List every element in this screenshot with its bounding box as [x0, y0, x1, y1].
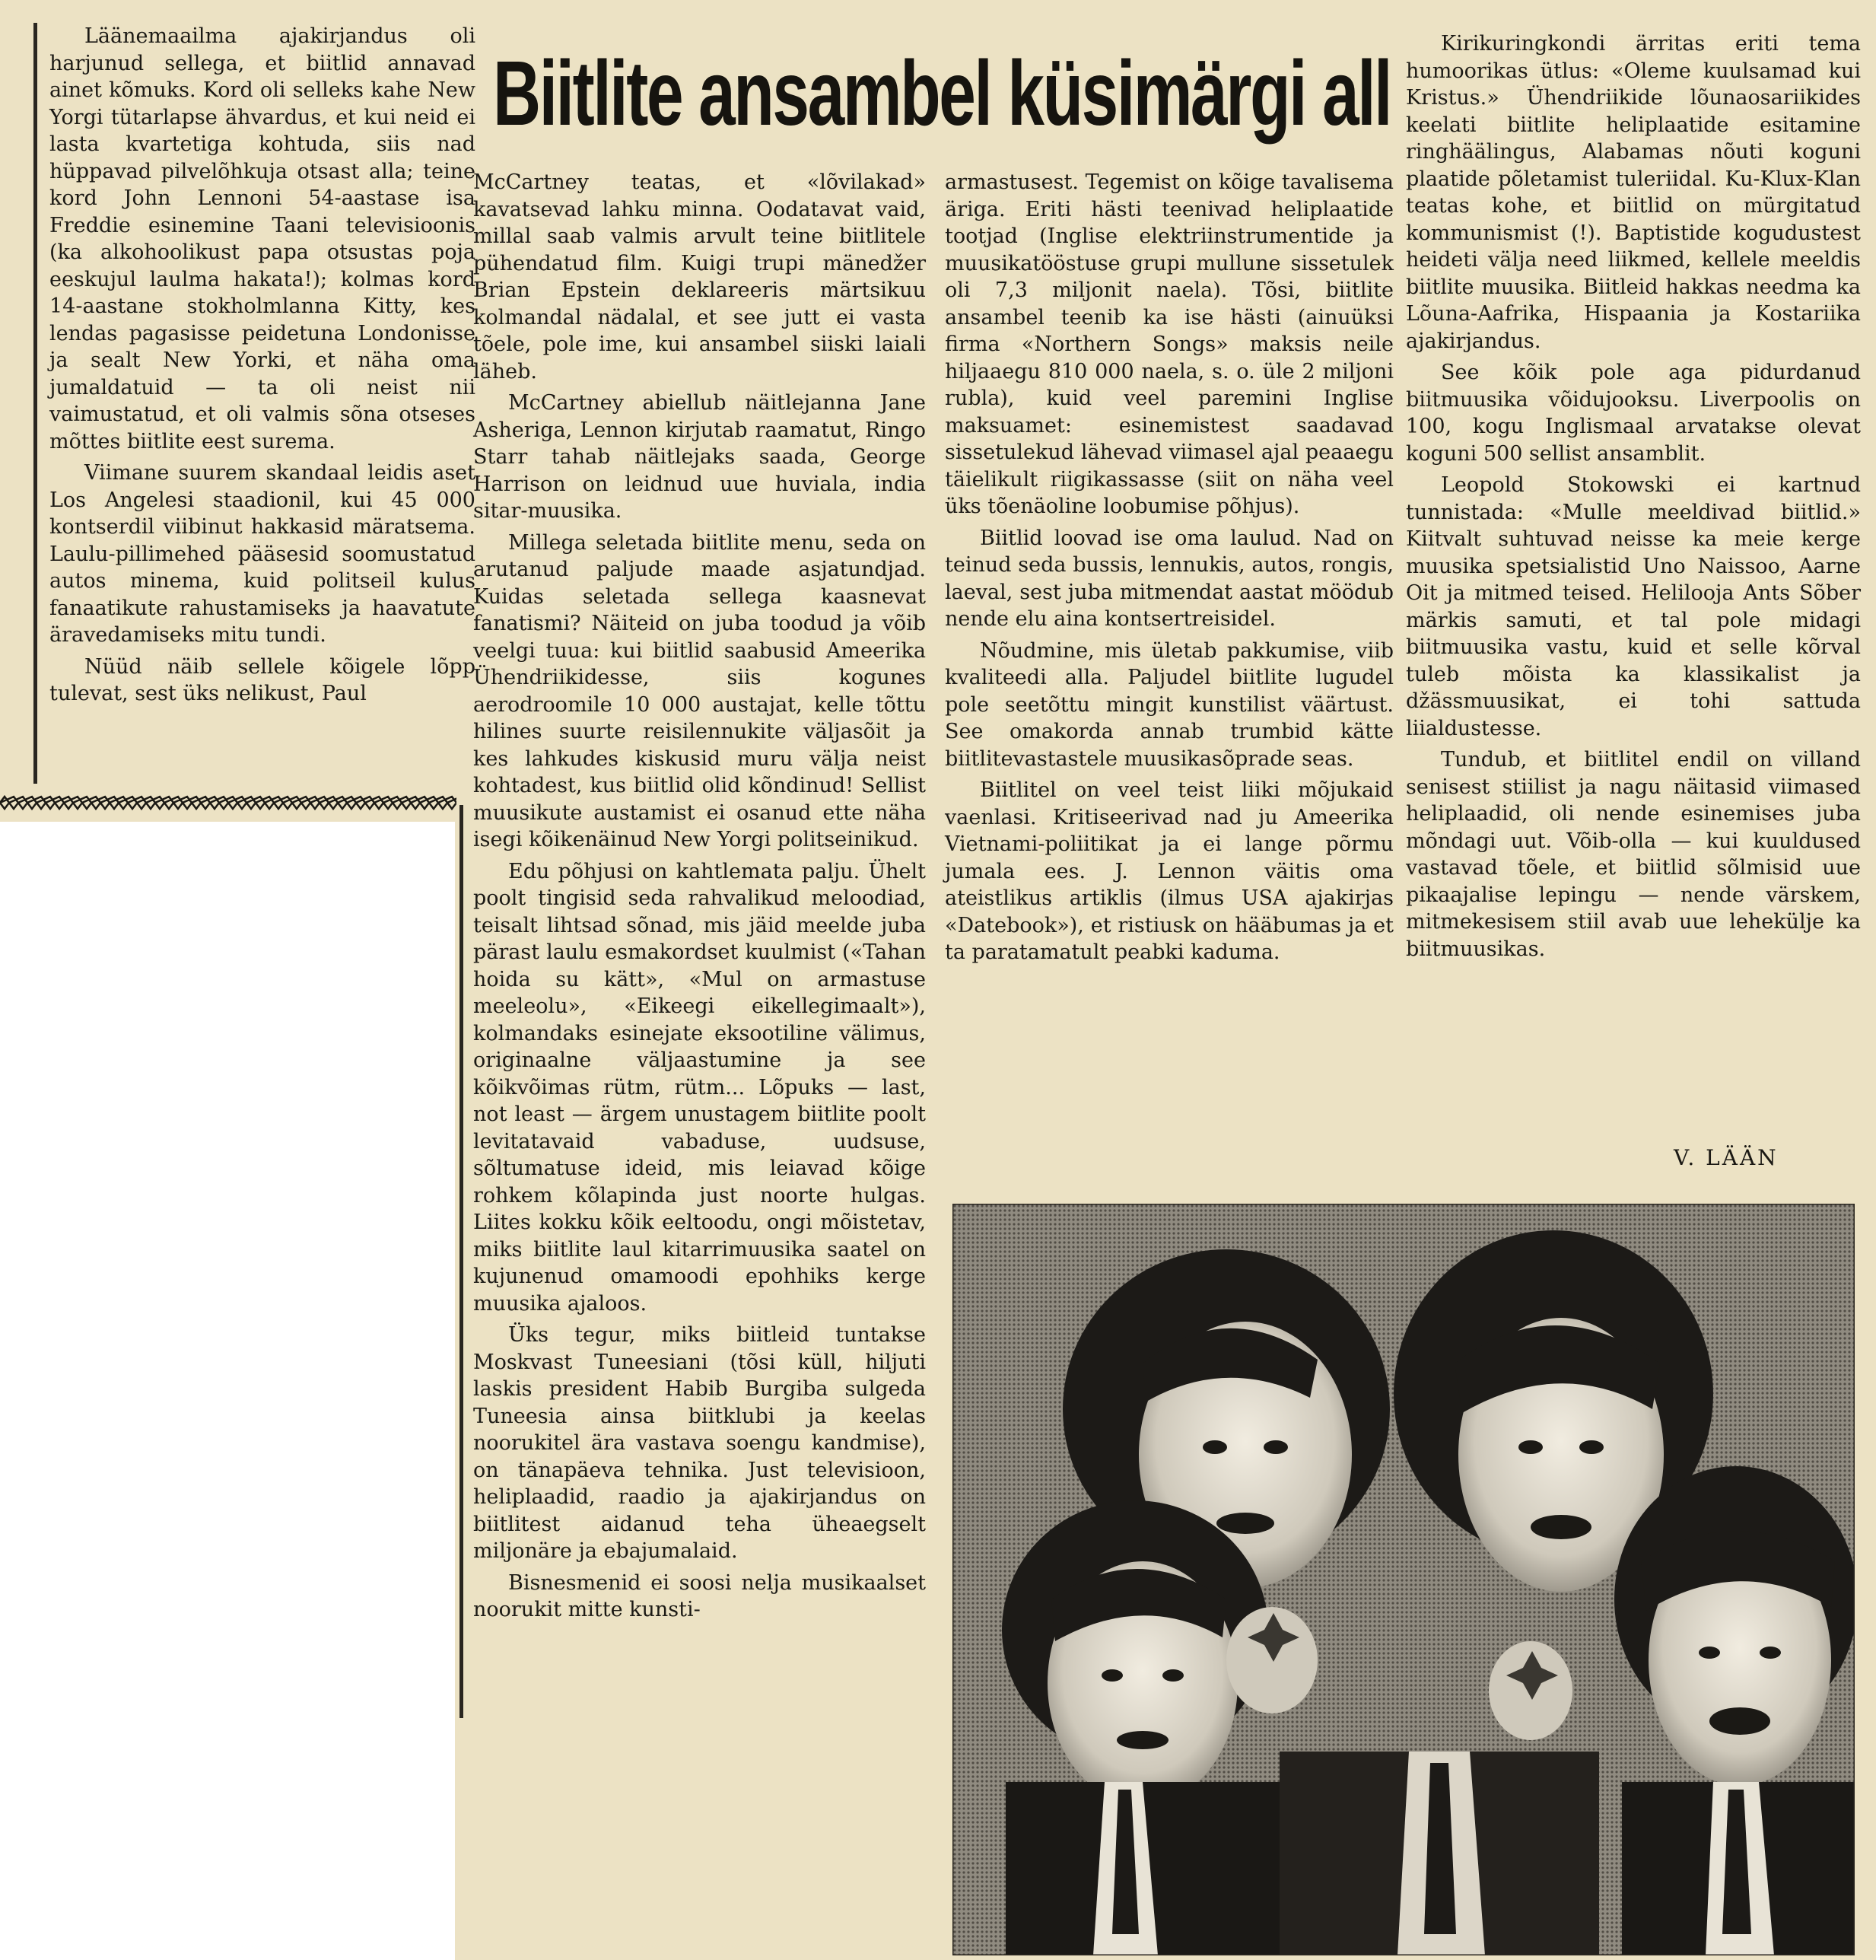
text-column-4	[1406, 30, 1861, 1187]
paragraph: Millega seletada biitlite menu, seda on arutanud paljude maade asjatundjad. Kuidas seletada sellega kaasnevat fanatismi? Näiteid on juba toodud ja võib veelgi tuua: kui biitlid saabusid Ameerika Ühendriikidesse, siis kogunes aerodroomile 10 000 austajat, kelle tõttu hilines suurte reisilennukite väljasõit ja kes lahkudes kiskusid muru välja neist kohtadest, kus biitlid olid kõndinud! Sellist muusikute austamist ei osanud ette näha isegi kõikenäinud New Yorgi politseinikud.	[473, 530, 926, 851]
column-rule	[459, 805, 463, 1718]
paragraph: Bisnesmenid ei soosi nelja musikaalset noorukit mitte kunsti-	[473, 1570, 926, 1621]
article-headline: Biitlite ansambel küsimärgi all	[493, 41, 1391, 145]
paragraph: Nõudmine, mis ületab pakkumise, viib kvaliteedi alla. Paljudel biitlite lugudel pole seetõttu mingit kunstilist väärtust. See omakorda annab trumbid kätte biitlitevastastele muusikasõprade seas.	[945, 638, 1394, 771]
paragraph: Biitlitel on veel teist liiki mõjukaid vaenlasi. Kritiseerivad nad ju Ameerika Vietnami-poliitikat ja ei lange põrmu jumala ees. J. Lennon väitis oma ateistlikus artiklis (ilmus USA ajakirjas «Datebook»), et ristiusk on hääbumas ja et ta paratamatult peabki kaduma.	[945, 778, 1394, 964]
paragraph: Kirikuringkondi ärritas eriti tema humoorikas ütlus: «Oleme kuulsamad kui Kristus.» Ühendriikide lõunaosariikides keelati biitlite heliplaatide esitamine ringhäälingus, Alabamas nõuti koguni plaatide põletamist tuleriidal. Ku-Klux-Klan teatas kohe, et biitlid on mürgitatud kommunismist (!). Baptistide kogudustest heideti välja need liikmed, kellele meeldis biitlite muusika. Biitleid hakkas needma ka Lõuna-Aafrika, Hispaania ja Kostariika ajakirjandus.	[1406, 32, 1861, 353]
paragraph: Biitlid loovad ise oma laulud. Nad on teinud seda bussis, lennukis, autos, rongis, laeval, sest juba mitmendat aastat möödub nende elu aina kontsertreisidel.	[945, 526, 1394, 631]
text-column-2	[473, 169, 926, 1949]
band-photo-graphic	[952, 1204, 1855, 1955]
paragraph: McCartney abiellub näitlejanna Jane Asheriga, Lennon kirjutab raamatut, Ringo Starr tahab näitlejaks saada, George Harrison on leidnud uue huviala, india sitar-muusika.	[473, 391, 926, 523]
paragraph: McCartney teatas, et «lõvilakad» kavatsevad lahku minna. Oodatavat vaid, millal saab valmis arvult teine biitlitele pühendatud film. Kuigi trupi mänedžer Brian Epstein deklareeris märtsikuu kolmandal nädalal, et see jutt ei vasta tõele, pole ime, kui ansambel siiski laiali läheb.	[473, 170, 926, 383]
paragraph: Leopold Stokowski ei kartnud tunnistada: «Mulle meeldivad biitlid.» Kiitvalt suhtuvad neisse ka meie kerge muusika spetsialistid Uno Naissoo, Aarne Oit ja mitmed teised. Helilooja Ants Sõber märkis samuti, et tal pole midagi biitmuusika vastu, kuid et selle kõrval tuleb mõista ka klassikalist ja džässmuusikat, ei tohi sattuda liialdustesse.	[1406, 473, 1861, 740]
paragraph: Läänemaailma ajakirjandus oli harjunud sellega, et biitlid annavad ainet kõmuks. Kord oli selleks kahe New Yorgi tütarlapse ähvardus, et kui neid ei lasta kvartetiga kohtuda, siis nad hüppavad pilvelõhkuja otsast alla; teine kord John Lennoni 54-aastase isa Freddie esinemine Taani televisioonis (ka alkohoolikust papa otsustas poja eeskujul laulma hakata!); kolmas kord 14-aastane stokholmlanna Kitty, kes lendas pagasisse peidetuna Londonisse ja sealt New Yorki, et näha oma jumaldatuid — ta oli neist nii vaimustatud, et oli valmis sõna otseses mõttes biitlite eest surema.	[49, 24, 475, 453]
paragraph: armastusest. Tegemist on kõige tavalisema äriga. Eriti hästi teenivad heliplaatide tootjad (Inglise elektriinstrumentide ja muusikatööstuse grupi mullune sissetulek oli 7,3 miljonit naela). Tõsi, biitlite ansambel teenib ka ise hästi (ainuüksi firma «Northern Songs» maksis neile hiljaaegu 810 000 naela, s. o. üle 2 miljoni rubla), kuid veel paremini Inglise maksuamet: esinemistest saadavad sissetulekud lähevad viimasel ajal peaaegu täielikult riigikassasse (siit on näha veel üks tõenäoline loobumise põhjus).	[945, 170, 1394, 518]
text-column-3	[945, 169, 1394, 1181]
text-column-1	[33, 23, 475, 784]
paragraph: Tundub, et biitlitel endil on villand senisest stiilist ja nagu näitasid viimased heliplaadid, oli nende esinemises juba mõndagi uut. Võib-olla — kui kuuldused vastavad tõele, et biitlid sõlmisid uue pikaajalise lepingu — nende värskem, mitmekesisem stiil avab uue lehekülje ka biitmuusikas.	[1406, 748, 1861, 961]
band-photo	[952, 1204, 1855, 1955]
author-byline: V. LÄÄN	[1674, 1145, 1779, 1170]
paragraph: Üks tegur, miks biitleid tuntakse Moskvast Tuneesiani (tõsi küll, hiljuti laskis president Habib Burgiba sulgeda Tuneesia ainsa biitklubi ja keelas noorukitel ära vastava soengu kandmise), on tänapäeva tehnika. Just televisioon, heliplaadid, raadio ja ajakirjandus on biitlitest aidanud teha üheaegselt miljonäre ja ebajumalaid.	[473, 1323, 926, 1563]
paragraph: See kõik pole aga pidurdanud biitmuusika võidujooksu. Liverpoolis on 100, kogu Inglismaal arvatakse olevat koguni 500 sellist ansamblit.	[1406, 361, 1861, 466]
paragraph: Edu põhjusi on kahtlemata palju. Ühelt poolt tingisid seda rahvalikud meloodiad, teisalt lihtsad sõnad, mis jäid meelde juba pärast laulu esmakordset kuulmist («Tahan hoida su kätt», «Mul on armastuse meeleolu», «Eikeegi eikellegimaalt»), kolmandaks esinejate eksootiline välimus, originaalne väljaastumine ja see kõikvõimas rütm, rütm... Lõpuks — last, not least — ärgem unustagem biitlite poolt levitatavaid vabaduse, uudsuse, sõltumatuse ideid, mis leiavad kõige rohkem kõlapinda just noorte hulgas. Liites kokku kõik eeltoodu, ongi mõistetav, miks biitlite laul kitarrimuusika saatel on kujunenud omamoodi epohhiks kerge muusika ajaloos.	[473, 859, 926, 1316]
paragraph: Viimane suurem skandaal leidis aset Los Angelesi staadionil, kui 45 000 kontserdil viibinut hakkasid märatsema. Laulu-pillimehed pääsesid soomustatud autos minema, kuid politseil kulus fanaatikute rahustamiseks ja haavatute äravedamiseks mitu tundi.	[49, 461, 475, 647]
paragraph: Nüüd näib sellele kõigele lõpp tulevat, sest üks nelikust, Paul	[49, 654, 475, 705]
zigzag-divider	[0, 794, 456, 811]
